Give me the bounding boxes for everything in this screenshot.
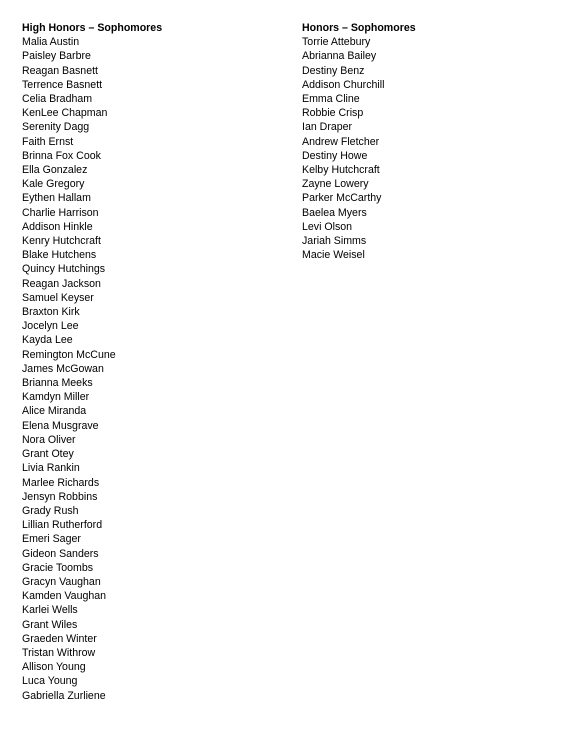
list-item: Addison Churchill bbox=[302, 78, 385, 91]
list-item: Kamdyn Miller bbox=[22, 391, 90, 404]
list-item: Marlee Richards bbox=[22, 476, 100, 489]
honors-column bbox=[302, 21, 552, 262]
list-item: Blake Hutchens bbox=[22, 249, 97, 262]
list-item: Kayda Lee bbox=[22, 334, 73, 347]
list-item: Gracie Toombs bbox=[22, 561, 94, 574]
list-item: Zayne Lowery bbox=[302, 178, 369, 191]
list-item: Robbie Crisp bbox=[302, 107, 364, 120]
list-item: Jensyn Robbins bbox=[22, 490, 98, 503]
list-item: Charlie Harrison bbox=[22, 206, 99, 219]
list-item: Abrianna Bailey bbox=[302, 50, 377, 63]
list-item: Ella Gonzalez bbox=[22, 164, 88, 177]
list-item: Nora Oliver bbox=[22, 433, 76, 446]
list-item: Parker McCarthy bbox=[302, 192, 382, 205]
list-item: Kenry Hutchcraft bbox=[22, 235, 101, 248]
list-item: Jocelyn Lee bbox=[22, 320, 79, 333]
list-item: Addison Hinkle bbox=[22, 220, 93, 233]
list-item: Lillian Rutherford bbox=[22, 519, 103, 532]
list-item: Baelea Myers bbox=[302, 206, 367, 219]
list-item: Reagan Jackson bbox=[22, 277, 101, 290]
high-honors-column bbox=[22, 21, 272, 703]
high-honors-list bbox=[22, 35, 272, 703]
list-item: Emeri Sager bbox=[22, 533, 81, 546]
list-item: Brinna Fox Cook bbox=[22, 149, 101, 162]
list-item: Emma Cline bbox=[302, 93, 360, 106]
list-item: Kelby Hutchcraft bbox=[302, 164, 380, 177]
list-item: Luca Young bbox=[22, 675, 78, 688]
list-item: James McGowan bbox=[22, 362, 104, 375]
list-item: Alice Miranda bbox=[22, 405, 87, 418]
list-item: Quincy Hutchings bbox=[22, 263, 106, 276]
list-item: Braxton Kirk bbox=[22, 306, 80, 319]
list-item: Grant Wiles bbox=[22, 618, 78, 631]
high-honors-heading: High Honors – Sophomores bbox=[22, 22, 163, 34]
list-item: Terrence Basnett bbox=[22, 78, 103, 91]
list-item: Serenity Dagg bbox=[22, 121, 90, 134]
list-item: Remington McCune bbox=[22, 348, 116, 361]
list-item: Kale Gregory bbox=[22, 178, 85, 191]
list-item: Ian Draper bbox=[302, 121, 353, 134]
list-item: Samuel Keyser bbox=[22, 291, 94, 304]
list-item: Brianna Meeks bbox=[22, 377, 93, 390]
list-item: Eythen Hallam bbox=[22, 192, 91, 205]
honors-list bbox=[302, 35, 552, 262]
list-item: Gideon Sanders bbox=[22, 547, 99, 560]
list-item: Reagan Basnett bbox=[22, 64, 98, 77]
list-item: Livia Rankin bbox=[22, 462, 80, 475]
list-item: Tristan Withrow bbox=[22, 646, 96, 659]
list-item: Levi Olson bbox=[302, 220, 353, 233]
list-item: Elena Musgrave bbox=[22, 419, 99, 432]
list-item: Andrew Fletcher bbox=[302, 135, 380, 148]
honors-heading: Honors – Sophomores bbox=[302, 22, 416, 34]
list-item: Paisley Barbre bbox=[22, 50, 91, 63]
list-item: Kamden Vaughan bbox=[22, 590, 107, 603]
list-item: Allison Young bbox=[22, 661, 86, 674]
list-item: Macie Weisel bbox=[302, 249, 365, 262]
list-item: Malia Austin bbox=[22, 36, 80, 49]
list-item: Grady Rush bbox=[22, 504, 79, 517]
list-item: Faith Ernst bbox=[22, 135, 74, 148]
list-item: Celia Bradham bbox=[22, 93, 93, 106]
list-item: Destiny Howe bbox=[302, 149, 368, 162]
list-item: Grant Otey bbox=[22, 448, 74, 461]
list-item: Karlei Wells bbox=[22, 604, 78, 617]
list-item: Torrie Attebury bbox=[302, 36, 371, 49]
list-item: Jariah Simms bbox=[302, 235, 367, 248]
list-item: Destiny Benz bbox=[302, 64, 365, 77]
list-item: Gabriella Zurliene bbox=[22, 689, 106, 702]
list-item: KenLee Chapman bbox=[22, 107, 108, 120]
list-item: Graeden Winter bbox=[22, 632, 97, 645]
list-item: Gracyn Vaughan bbox=[22, 575, 101, 588]
